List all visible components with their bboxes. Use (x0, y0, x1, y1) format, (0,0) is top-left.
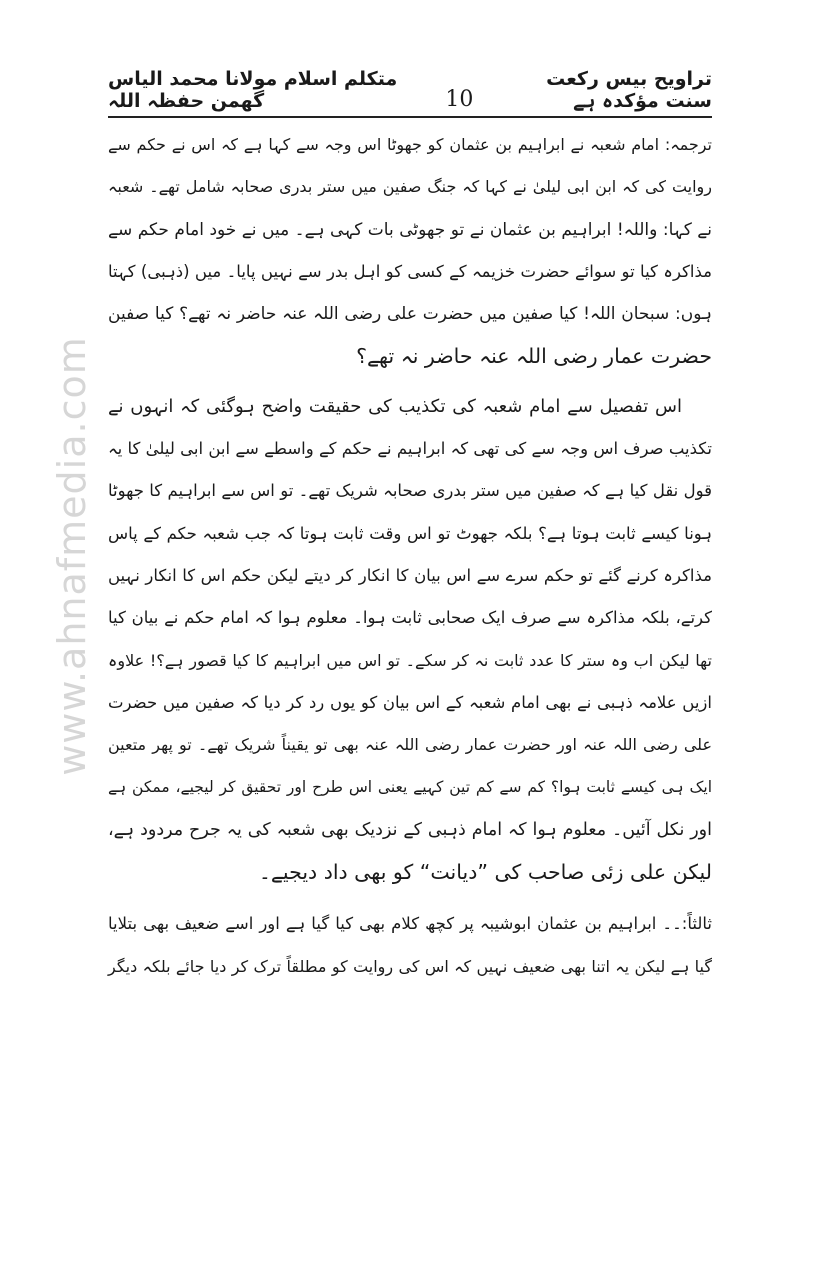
text-line: حضرت عمار رضی اللہ عنہ حاضر نہ تھے؟ (356, 344, 712, 369)
text-line: مذاکرہ کیا تو سوائے حضرت خزیمہ کے کسی کو اہل بدر سے نہیں پایا۔ میں (ذہبی) کہتا (108, 261, 712, 281)
text-line: اس تفصیل سے امام شعبہ کی تکذیب کی حقیقت واضح ہوگئی کہ انہوں نے (108, 395, 682, 417)
text-line: ترجمہ: امام شعبہ نے ابراہیم بن عثمان کو جھوٹا اس وجہ سے کہا ہے کہ اس نے حکم سے (108, 135, 712, 154)
page-header (108, 68, 712, 112)
text-line: نے کہا: واللہ! ابراہیم بن عثمان نے تو جھوٹی بات کہی ہے۔ میں نے خود امام حکم سے (108, 219, 712, 240)
text-line: اور نکل آئیں۔ معلوم ہوا کہ امام ذہبی کے نزدیک بھی شعبہ کی یہ جرح مردود ہے، (108, 819, 712, 840)
text-line: ایک ہی کیسے ثابت ہوا؟ کم سے کم تین کہیے یعنی اس طرح اور تحقیق کر لیجیے، ممکن ہے (108, 778, 712, 797)
text-line: علی رضی اللہ عنہ اور حضرت عمار رضی اللہ عنہ بھی تو یقیناً شریک تھے۔ تو پھر متعین (108, 735, 712, 755)
paragraph-thirdly (108, 903, 712, 988)
text-line: قول نقل کیا ہے کہ صفین میں ستر بدری صحابہ شریک تھے۔ تو اس سے ابراہیم کا جھوٹا (108, 481, 712, 501)
header-author: متکلم اسلام مولانا محمد الیاس گھمن حفظہ اللہ (108, 68, 398, 112)
text-line: کرتے، بلکہ مذاکرہ سے صرف ایک صحابی ثابت ہوا۔ معلوم ہوا کہ امام حکم نے بیان کیا (108, 608, 712, 628)
text-line: روایت کی کہ ابن ابی لیلیٰ نے کہا کہ جنگ صفین میں ستر بدری صحابہ شامل تھے۔ شعبہ (108, 177, 712, 197)
text-line: مذاکرہ کرنے گئے تو حکم سرے سے اس بیان کا انکار کر دیتے لیکن حکم اس کا انکار نہیں (108, 565, 712, 585)
header-rule (108, 116, 712, 118)
text-line: ثالثاً:۔۔ ابراہیم بن عثمان ابوشیبہ پر کچھ کلام بھی کیا گیا ہے اور اسے ضعیف بھی بتلایا (108, 914, 712, 934)
text-line: ہوں: سبحان اللہ! کیا صفین میں حضرت علی رضی اللہ عنہ حاضر نہ تھے؟ کیا صفین (108, 304, 712, 325)
text-line: ازیں علامہ ذہبی نے بھی امام شعبہ کے اس بیان کو یوں رد کر دیا کہ صفین میں حضرت (108, 692, 712, 712)
text-line: تھا لیکن اب وہ ستر کا عدد ثابت نہ کر سکے۔ تو اس میں ابراہیم کا کیا قصور ہے؟! علاوہ (108, 650, 712, 670)
paragraph-explanation (108, 386, 712, 894)
header-book-title: تراویح بیس رکعت سنت مؤکدہ ہے (546, 68, 712, 112)
paragraph-translation (108, 124, 712, 378)
text-line: لیکن علی زئی صاحب کی ”دیانت“ کو بھی داد دیجیے۔ (258, 860, 712, 885)
body-text (108, 124, 712, 988)
page-number: 10 (445, 87, 474, 112)
text-line: تکذیب صرف اس وجہ سے کی تھی کہ ابراہیم نے حکم کے واسطے سے ابن ابی لیلیٰ کا یہ (108, 439, 712, 459)
text-line: ہونا کیسے ثابت ہوتا ہے؟ بلکہ جھوٹ تو اس وقت ثابت ہوتا کہ جب شعبہ حکم کے پاس (108, 523, 712, 543)
watermark-text: www.ahnafmedia.com (50, 336, 94, 776)
text-line: گیا ہے لیکن یہ اتنا بھی ضعیف نہیں کہ اس کی روایت کو مطلقاً ترک کر دیا جائے بلکہ دیگر (108, 956, 712, 976)
